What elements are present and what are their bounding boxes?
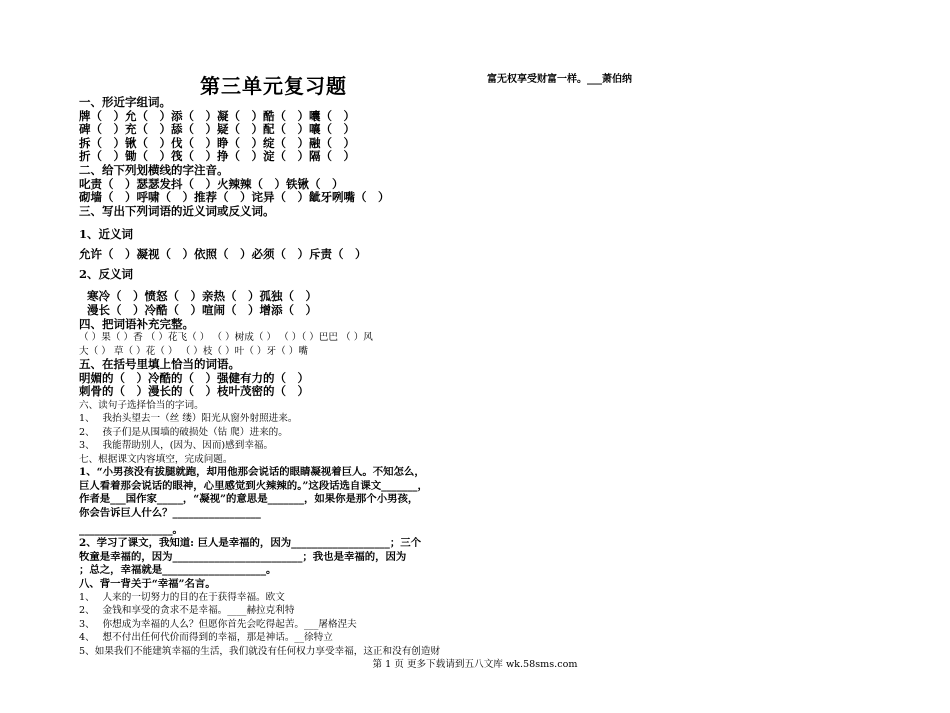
text-line: 砌墙（ ）呼啸（ ）推荐（ ）诧异（ ）龇牙咧嘴（ ） [79,190,390,205]
section-heading: 五、在括号里填上恰当的词语。 [79,357,240,372]
text-line: 寒冷（ ）愤怒（ ）亲热（ ）孤独（ ） [87,289,317,304]
section-heading: 六、读句子选择恰当的字词。 [79,399,204,411]
text-line: 你会告诉巨人什么？_________________ [79,506,261,519]
text-line: 2、 孩子们是从围墙的破损处（钻 爬）进来的。 [79,426,288,438]
text-line: （ ）果（ ）香 （ ）花飞（ ） （ ）树成（ ） （ ）（ ）巴巴 （ ）风 [79,332,373,344]
text-line: 刺骨的（ ）漫长的（ ）枝叶茂密的（ ） [79,384,309,399]
quote-line: 5、如果我们不能建筑幸福的生活，我们就没有任何权力享受幸福，这正和没有创造财 [79,645,441,657]
quote-line: 3、 你想成为幸福的人么？但愿你首先会吃得起苦。___屠格涅夫 [79,618,357,630]
text-line: 漫长（ ）冷酷（ ）喧闹（ ）增添（ ） [87,302,317,317]
text-line: 牧童是幸福的，因为_________________________；我也是幸福的，因为 [79,550,407,563]
text-line: 3、 我能帮助别人，(因为、因而)感到幸福。 [79,440,274,452]
text-line: 碑（ ）充（ ）舔（ ）疑（ ）配（ ）嚷（ ） [79,122,355,137]
text-line: ；总之，幸福就是____________________。 [79,564,277,577]
text-line: 牌（ ）允（ ）添（ ）凝（ ）酷（ ）囔（ ） [79,108,355,123]
page-title: 第三单元复习题 [200,74,347,98]
subsection-heading: 1、近义词 [79,227,134,242]
text-line: __________________。 [79,523,183,536]
quote-line: 4、 想不付出任何代价而得到的幸福，那是神话。__徐特立 [79,632,333,644]
text-line: 大（ ） 草（ ）花（ ） （ ）枝（ ）叶（ ）牙（ ）嘴 [79,345,308,357]
worksheet-body [79,96,471,658]
text-line: 巨人看着那会说话的眼神，心里感觉到火辣辣的。”这段话选自课文_______， [79,479,428,492]
section-heading: 二、给下列划横线的字注音。 [79,162,229,177]
section-heading: 四、把词语补充完整。 [79,316,194,331]
quote-line: 1、 人来的一切努力的目的在于获得幸福。欧文 [79,591,285,603]
section-heading: 三、写出下列词语的近义词或反义词。 [79,203,275,218]
text-line: 叱责（ ）瑟瑟发抖（ ）火辣辣（ ）铁锹（ ） [79,176,344,191]
section-heading: 八、背一背关于“幸福”名言。 [79,577,216,590]
text-line: 允许（ ）凝视（ ）依照（ ）必须（ ）斥责（ ） [79,247,367,262]
subsection-heading: 2、反义词 [79,267,134,282]
text-line: 2、学习了课文，我知道: 巨人是幸福的，因为___________________；三个 [79,537,421,550]
section-heading: 七、根据课文内容填空，完成问题。 [79,453,233,465]
text-line: 1、 我抬头望去一（丝 缕）阳光从窗外射照进来。 [79,413,298,425]
text-line: 折（ ）锄（ ）筏（ ）挣（ ）淀（ ）隔（ ） [79,149,355,164]
page-footer: 第 1 页 更多下载请到五八文库 wk.58sms.com [372,659,578,670]
text-line: 1、“小男孩没有拔腿就跑，却用他那会说话的眼睛凝视着巨人。不知怎么， [79,466,425,479]
text-line: 作者是___国作家_____，“凝视”的意思是_______，如果你是那个小男孩， [79,493,419,506]
text-line: 明媚的（ ）冷酷的（ ）强健有力的（ ） [79,370,309,385]
section-heading: 一、形近字组词。 [79,95,171,109]
text-line: 拆（ ）锹（ ）伐（ ）睁（ ）绽（ ）融（ ） [79,135,355,150]
quote-continuation: 富无权享受财富一样。___萧伯纳 [487,74,632,85]
quote-line: 2、 金钱和享受的贪求不是幸福。____赫拉克利特 [79,605,295,617]
